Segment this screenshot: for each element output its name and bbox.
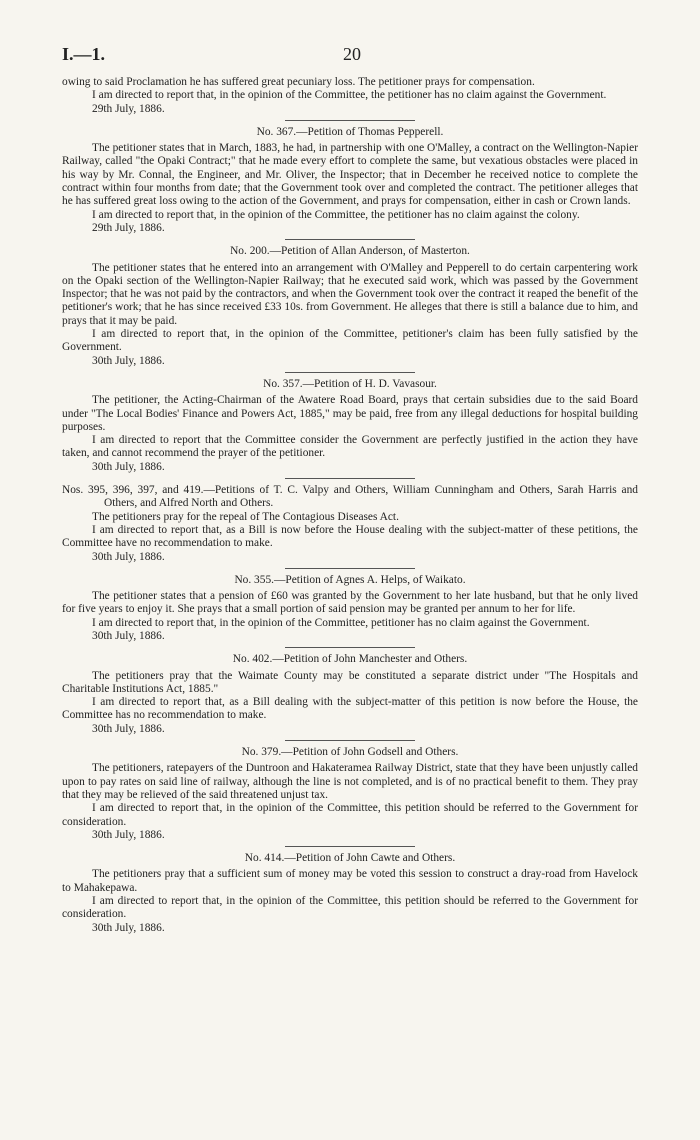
- petition-section: [62, 846, 638, 935]
- report-date: 30th July, 1886.: [92, 921, 165, 934]
- petition-section: [62, 568, 638, 643]
- committee-report-paragraph: I am directed to report that, in the opinion of the Committee, the petitioner has no claim against the colony.: [92, 208, 580, 221]
- petition-section: [62, 239, 638, 368]
- committee-report-paragraph: I am directed to report that, in the opinion of the Committee, petitioner's claim has been fully satisfied by the Government.: [62, 328, 638, 354]
- section-divider: [285, 740, 415, 741]
- document-body: [62, 76, 638, 935]
- report-date: 30th July, 1886.: [92, 460, 165, 473]
- report-date: 30th July, 1886.: [92, 828, 165, 841]
- report-date: 29th July, 1886.: [92, 221, 165, 234]
- petition-heading: No. 355.—Petition of Agnes A. Helps, of Waikato.: [234, 573, 466, 586]
- report-date: 30th July, 1886.: [92, 629, 165, 642]
- petition-paragraph: The petitioner states that a pension of £60 was granted by the Government to her late husband, but that he only lived for five years to enjoy it. She prays that a small portion of said pension may be granted per annum to her for life.: [62, 590, 638, 616]
- petition-paragraph: The petitioners pray for the repeal of The Contagious Diseases Act.: [92, 510, 399, 523]
- committee-report-paragraph: I am directed to report that, as a Bill dealing with the subject-matter of this petition is now before the House, the Committee has no recommendation to make.: [62, 696, 638, 722]
- report-date: 30th July, 1886.: [92, 722, 165, 735]
- petition-paragraph: The petitioners pray that a sufficient sum of money may be voted this session to construct a dray-road from Havelock to Mahakepawa.: [62, 868, 638, 894]
- section-divider: [285, 239, 415, 240]
- committee-report-paragraph: I am directed to report that, in the opinion of the Committee, the petitioner has no claim against the Government.: [92, 89, 607, 102]
- petition-section: [62, 647, 638, 736]
- petition-heading: No. 402.—Petition of John Manchester and Others.: [232, 653, 468, 666]
- report-date: 30th July, 1886.: [92, 550, 165, 563]
- petition-paragraph: The petitioner states that in March, 1883, he had, in partnership with one O'Malley, a contract on the Wellington-Napier Railway, called "the Opaki Contract;" that he made every effort to complete the same, but vexatious obstacles were placed in his way by Mr. Connal, the Engineer, and Mr. Oliver, the Inspector; that in December he received notice to complete the contract within four months from date; that the Government took over and completed the contract. The petitioner alleges that he has suffered great loss owing to the action of the Government, and prays for compensation, either in cash or Crown lands.: [62, 142, 638, 208]
- page-header: [62, 44, 642, 68]
- report-date: 30th July, 1886.: [92, 354, 165, 367]
- section-divider: [285, 478, 415, 479]
- section-divider: [285, 372, 415, 373]
- committee-report-paragraph: I am directed to report that, in the opinion of the Committee, this petition should be referred to the Government for consideration.: [62, 895, 638, 921]
- committee-report-paragraph: I am directed to report that, in the opinion of the Committee, petitioner has no claim against the Government.: [92, 616, 590, 629]
- petition-paragraph: The petitioner, the Acting-Chairman of the Awatere Road Board, prays that certain subsidies due to the said Board under "The Local Bodies' Finance and Powers Act, 1885," may be paid, free from any illegal deductions for hospital building purposes.: [62, 394, 638, 433]
- petition-paragraph: The petitioners pray that the Waimate County may be constituted a separate district under "The Hospitals and Charitable Institutions Act, 1885.": [62, 669, 638, 695]
- petition-heading: No. 200.—Petition of Allan Anderson, of Masterton.: [230, 245, 470, 258]
- section-divider: [285, 120, 415, 121]
- petition-heading: No. 367.—Petition of Thomas Pepperell.: [256, 125, 444, 138]
- petition-heading: No. 379.—Petition of John Godsell and Others.: [241, 746, 459, 759]
- petition-paragraph: The petitioners, ratepayers of the Duntroon and Hakateramea Railway District, state that they have been unjustly called upon to pay rates on said line of railway, although the line is not completed, and is of no practical benefit to them. They pray that they may be relieved of the said threatened unjust tax.: [62, 762, 638, 801]
- report-date: 29th July, 1886.: [92, 102, 165, 115]
- petition-heading: No. 414.—Petition of John Cawte and Others.: [244, 852, 456, 865]
- petition-section: [62, 76, 638, 116]
- petition-section: [62, 120, 638, 235]
- section-divider: [285, 647, 415, 648]
- petition-paragraph: The petitioner states that he entered into an arrangement with O'Malley and Pepperell to do certain carpentering work on the Opaki section of the Wellington-Napier Railway; that he executed said work, which was passed by the Government Inspector; that he was not paid by the contractors, and when the Government took over the contract it reaped the benefit of the petitioner's work; that he has since received £33 10s. from Government. He alleges that there is still a balance due to him, and prays that it may be paid.: [62, 261, 638, 327]
- parliamentary-paper-reference: I.—1.: [62, 44, 106, 64]
- petition-heading: Nos. 395, 396, 397, and 419.—Petitions of T. C. Valpy and Others, William Cunningham and Others, Sarah Harris and Others, and Alfred North and Others.: [62, 484, 638, 510]
- section-divider: [285, 846, 415, 847]
- petition-section: [62, 740, 638, 842]
- petition-heading: No. 357.—Petition of H. D. Vavasour.: [263, 377, 437, 390]
- page-number: 20: [343, 44, 361, 64]
- petition-paragraph: owing to said Proclamation he has suffered great pecuniary loss. The petitioner prays for compensation.: [62, 76, 535, 88]
- section-divider: [285, 568, 415, 569]
- committee-report-paragraph: I am directed to report that, as a Bill is now before the House dealing with the subject-matter of these petitions, the Committee have no recommendation to make.: [62, 523, 638, 550]
- petition-section: [62, 372, 638, 474]
- petition-section: [62, 478, 638, 564]
- committee-report-paragraph: I am directed to report that the Committee consider the Government are perfectly justified in the action they have taken, and cannot recommend the prayer of the petitioner.: [62, 434, 638, 460]
- committee-report-paragraph: I am directed to report that, in the opinion of the Committee, this petition should be referred to the Government for consideration.: [62, 802, 638, 828]
